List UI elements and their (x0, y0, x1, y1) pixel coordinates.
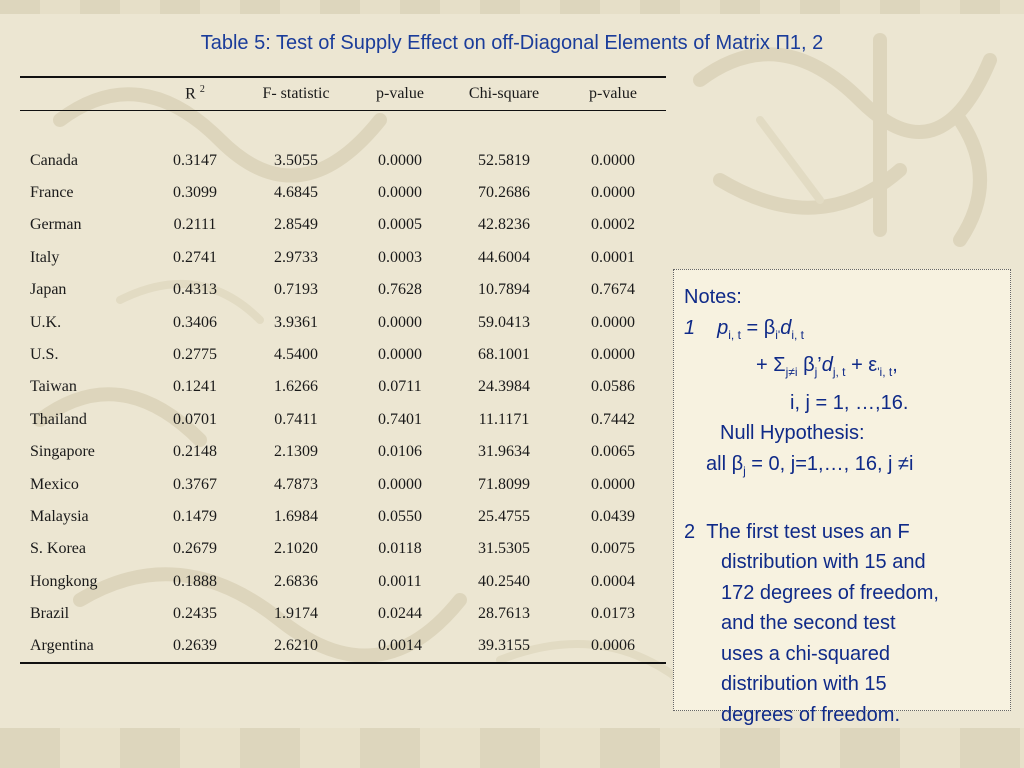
note-2-text-line-1: The first test uses an F (706, 520, 910, 543)
cell-country: German (30, 216, 82, 234)
cell-country: Japan (30, 281, 67, 299)
eq-epsilon-subscript: 'i, t (877, 365, 893, 379)
table-row (20, 404, 666, 436)
cell-country: Mexico (30, 475, 79, 493)
cell-country: France (30, 184, 74, 202)
bottom-border (0, 728, 1024, 768)
cell-chi-square: 44.6004 (478, 248, 530, 266)
table-row (20, 209, 666, 241)
cell-r-squared: 0.2435 (173, 605, 217, 623)
cell-r-squared: 0.1888 (173, 572, 217, 590)
cell-f-statistic: 1.6984 (274, 507, 318, 525)
header-r-label: R (185, 85, 196, 103)
spacer-cell (20, 110, 666, 145)
cell-p-value-2: 0.0006 (591, 637, 635, 655)
table-row (20, 501, 666, 533)
cell-p-value-1: 0.0106 (378, 443, 422, 461)
eq-sum: + Σ (756, 354, 786, 376)
cell-chi-square: 42.8236 (478, 216, 530, 234)
slide-title: Table 5: Test of Supply Effect on off-Diagonal Elements of Matrix Π1, 2 (200, 32, 824, 54)
cell-p-value-1: 0.0000 (378, 313, 422, 331)
cell-p-value-1: 0.0550 (378, 507, 422, 525)
cell-f-statistic: 3.9361 (274, 313, 318, 331)
cell-r-squared: 0.2111 (173, 216, 217, 234)
note-2-line-4: and the second test (721, 612, 896, 634)
cell-p-value-1: 0.0000 (378, 346, 422, 364)
table-row (20, 145, 666, 177)
top-border (0, 0, 1024, 14)
header-f-statistic: F- statistic (262, 84, 330, 102)
eq-sum-subscript: j≠i (785, 365, 798, 379)
cell-chi-square: 31.9634 (478, 443, 530, 461)
cell-p-value-1: 0.0005 (378, 216, 422, 234)
cell-country: Hongkong (30, 572, 98, 590)
cell-r-squared: 0.3147 (173, 151, 217, 169)
cell-chi-square: 71.8099 (478, 475, 530, 493)
cell-r-squared: 0.2639 (173, 637, 217, 655)
note-1-number: 1 (684, 316, 696, 339)
eq-prime: ’ (817, 354, 822, 376)
cell-r-squared: 0.0701 (173, 410, 217, 428)
cell-chi-square: 52.5819 (478, 151, 530, 169)
header-r-squared (150, 77, 240, 110)
cell-p-value-1: 0.0011 (378, 572, 422, 590)
cell-p-value-2: 0.0004 (591, 572, 635, 590)
cell-p-value-1: 0.0000 (378, 475, 422, 493)
cell-p-value-2: 0.0001 (591, 248, 635, 266)
note-2-line-7: degrees of freedom. (721, 703, 900, 726)
cell-country: U.S. (30, 346, 59, 364)
note-2-number: 2 (684, 520, 696, 543)
cell-p-value-2: 0.0000 (591, 346, 635, 364)
note-2-line-6: distribution with 15 (721, 673, 887, 695)
cell-country: S. Korea (30, 540, 86, 558)
header-chi-square: Chi-square (468, 84, 540, 102)
cell-r-squared: 0.1241 (173, 378, 217, 396)
eq-d: d (780, 316, 792, 339)
cell-chi-square: 40.2540 (478, 572, 530, 590)
cell-r-squared: 0.2148 (173, 443, 217, 461)
cell-p-value-2: 0.0000 (591, 151, 635, 169)
cell-chi-square: 28.7613 (478, 605, 530, 623)
eq-beta-j-subscript: j (814, 365, 818, 379)
table-spacer-row (20, 110, 666, 145)
cell-country: Taiwan (30, 378, 77, 396)
cell-chi-square: 10.7894 (478, 281, 530, 299)
eq-d-j-subscript: j, t (832, 365, 846, 379)
cell-p-value-1: 0.0711 (378, 378, 422, 396)
table-row (20, 533, 666, 565)
cell-country: Malaysia (30, 507, 89, 525)
eq-comma: , (892, 354, 898, 376)
header-r-superscript: 2 (199, 84, 205, 96)
cell-p-value-1: 0.0000 (378, 151, 422, 169)
cell-r-squared: 0.3406 (173, 313, 217, 331)
cell-f-statistic: 1.6266 (274, 378, 318, 396)
cell-f-statistic: 1.9174 (274, 605, 318, 623)
cell-p-value-1: 0.0003 (378, 248, 422, 266)
cell-chi-square: 11.1171 (478, 410, 530, 428)
cell-chi-square: 70.2686 (478, 184, 530, 202)
cell-chi-square: 59.0413 (478, 313, 530, 331)
header-country (20, 77, 150, 110)
note-2-line-2: distribution with 15 and (721, 551, 926, 573)
cell-chi-square: 25.4755 (478, 507, 530, 525)
cell-p-value-2: 0.0000 (591, 475, 635, 493)
cell-f-statistic: 0.7411 (274, 410, 318, 428)
table-row (20, 436, 666, 468)
note-2-line-5: uses a chi-squared (721, 642, 890, 665)
table-row (20, 598, 666, 630)
cell-p-value-2: 0.7674 (591, 281, 635, 299)
table-body (20, 110, 666, 663)
eq-p-subscript: i, t (728, 327, 741, 342)
cell-p-value-2: 0.0173 (591, 605, 635, 623)
cell-chi-square: 68.1001 (478, 346, 530, 364)
note-1-equation-line-3: i, j = 1, …,16. (790, 391, 909, 414)
cell-f-statistic: 4.6845 (274, 184, 318, 202)
header-p-value-2: p-value (589, 84, 637, 102)
null-condition: = 0, j=1,…, 16, j ≠i (745, 452, 914, 475)
note-2-line-3: 172 degrees of freedom, (721, 581, 939, 604)
cell-country: Brazil (30, 605, 70, 623)
cell-f-statistic: 2.8549 (274, 216, 318, 234)
table-row (20, 630, 666, 662)
cell-chi-square: 24.3984 (478, 378, 530, 396)
cell-chi-square: 39.3155 (478, 637, 530, 655)
note-1-equation-line-2 (684, 350, 1002, 388)
cell-country: Argentina (30, 637, 94, 655)
eq-beta-subscript: i' (775, 327, 781, 342)
cell-p-value-2: 0.0065 (591, 443, 635, 461)
results-table (20, 76, 666, 664)
eq-p: p (717, 316, 729, 339)
eq-epsilon: + ε (845, 354, 878, 376)
results-table-container (20, 76, 666, 664)
table-row (20, 468, 666, 500)
cell-f-statistic: 2.6836 (274, 572, 318, 590)
cell-f-statistic: 2.1020 (274, 540, 318, 558)
cell-p-value-2: 0.0439 (591, 507, 635, 525)
table-header-row (20, 77, 666, 110)
null-hypothesis-label: Null Hypothesis: (720, 422, 865, 444)
eq-d-subscript: i, t (791, 327, 804, 342)
note-1-equation-line-1 (684, 313, 1002, 351)
cell-f-statistic: 2.1309 (274, 443, 318, 461)
cell-p-value-1: 0.0118 (378, 540, 422, 558)
cell-r-squared: 0.3767 (173, 475, 217, 493)
cell-r-squared: 0.2679 (173, 540, 217, 558)
cell-p-value-1: 0.0244 (378, 605, 422, 623)
eq-beta: = β (740, 316, 776, 339)
null-hypothesis-statement (684, 449, 1002, 487)
header-p-value-1: p-value (376, 84, 424, 102)
cell-chi-square: 31.5305 (478, 540, 530, 558)
note-2-line-1 (684, 517, 1002, 548)
cell-f-statistic: 4.5400 (274, 346, 318, 364)
cell-p-value-2: 0.0000 (591, 313, 635, 331)
cell-f-statistic: 2.6210 (274, 637, 318, 655)
cell-p-value-2: 0.0002 (591, 216, 635, 234)
cell-country: Italy (30, 248, 60, 266)
eq-d-j: d (821, 354, 833, 376)
table-row (20, 177, 666, 209)
table-row (20, 306, 666, 338)
cell-r-squared: 0.2775 (173, 346, 217, 364)
cell-p-value-1: 0.7628 (378, 281, 422, 299)
cell-p-value-1: 0.0000 (378, 184, 422, 202)
cell-p-value-1: 0.0014 (378, 637, 422, 655)
cell-r-squared: 0.2741 (173, 248, 217, 266)
cell-r-squared: 0.1479 (173, 507, 217, 525)
notes-gap (684, 486, 1002, 517)
eq-beta-j: β (797, 354, 815, 376)
table-row (20, 339, 666, 371)
cell-country: Canada (30, 151, 78, 169)
cell-p-value-1: 0.7401 (378, 410, 422, 428)
cell-f-statistic: 2.9733 (274, 248, 318, 266)
cell-p-value-2: 0.0000 (591, 184, 635, 202)
table-row (20, 242, 666, 274)
table-row (20, 566, 666, 598)
table-row (20, 371, 666, 403)
cell-f-statistic: 0.7193 (274, 281, 318, 299)
cell-p-value-2: 0.7442 (591, 410, 635, 428)
null-beta-subscript: j (743, 463, 746, 478)
cell-country: Thailand (30, 410, 87, 428)
null-beta: all β (706, 452, 744, 475)
table-row (20, 274, 666, 306)
notes-heading: Notes: (684, 286, 742, 308)
cell-r-squared: 0.4313 (173, 281, 217, 299)
cell-p-value-2: 0.0075 (591, 540, 635, 558)
cell-country: Singapore (30, 443, 95, 461)
cell-country: U.K. (30, 313, 62, 331)
cell-p-value-2: 0.0586 (591, 378, 635, 396)
cell-f-statistic: 4.7873 (274, 475, 318, 493)
notes-box (673, 269, 1011, 726)
cell-r-squared: 0.3099 (173, 184, 217, 202)
cell-f-statistic: 3.5055 (274, 151, 318, 169)
